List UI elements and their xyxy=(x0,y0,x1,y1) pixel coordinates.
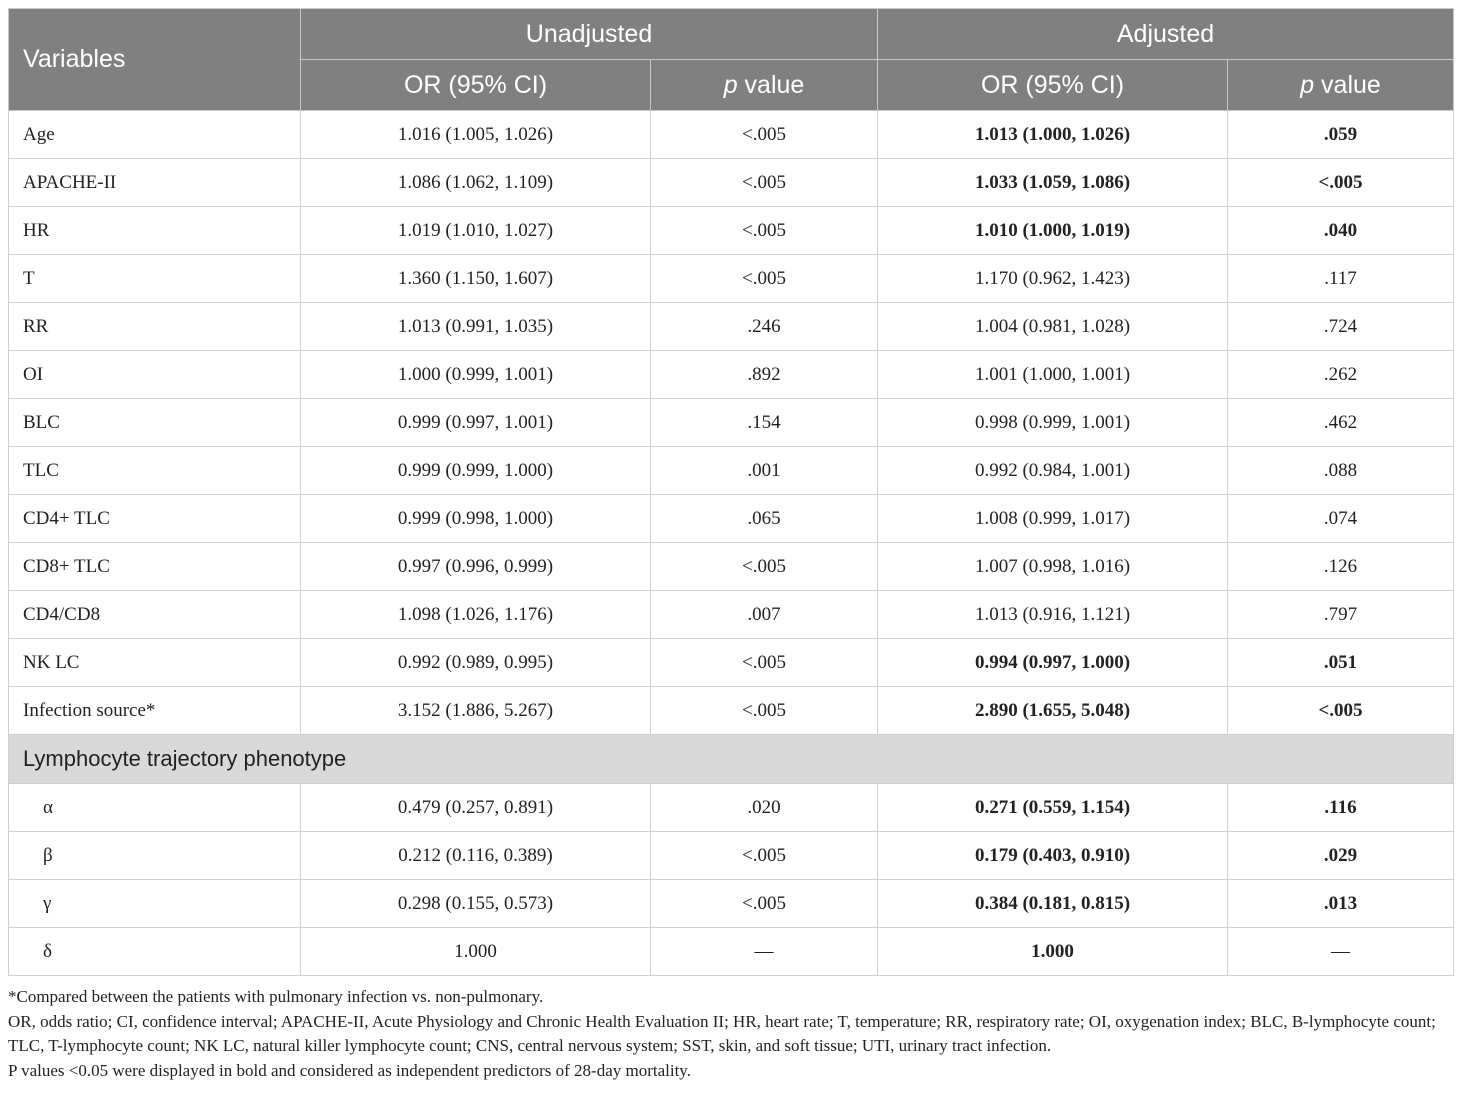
unadjusted-or: 0.992 (0.989, 0.995) xyxy=(301,639,651,687)
adjusted-or: 0.994 (0.997, 1.000) xyxy=(878,639,1228,687)
row-label: Infection source* xyxy=(9,687,301,735)
table-row xyxy=(9,351,1454,399)
row-label: HR xyxy=(9,207,301,255)
adjusted-or: 1.010 (1.000, 1.019) xyxy=(878,207,1228,255)
adjusted-or: 0.271 (0.559, 1.154) xyxy=(878,784,1228,832)
unadjusted-p: <.005 xyxy=(651,111,878,159)
row-label: TLC xyxy=(9,447,301,495)
table-row xyxy=(9,255,1454,303)
p-suffix: value xyxy=(1314,70,1381,99)
adjusted-or: 1.170 (0.962, 1.423) xyxy=(878,255,1228,303)
row-label: CD4+ TLC xyxy=(9,495,301,543)
unadjusted-or: 1.360 (1.150, 1.607) xyxy=(301,255,651,303)
unadjusted-p: .154 xyxy=(651,399,878,447)
unadjusted-or: 0.212 (0.116, 0.389) xyxy=(301,832,651,880)
adjusted-or: 1.004 (0.981, 1.028) xyxy=(878,303,1228,351)
adjusted-p: .117 xyxy=(1228,255,1454,303)
unadjusted-or: 1.019 (1.010, 1.027) xyxy=(301,207,651,255)
table-row xyxy=(9,591,1454,639)
header-unadjusted: Unadjusted xyxy=(301,9,878,60)
table-row xyxy=(9,399,1454,447)
adjusted-p: <.005 xyxy=(1228,159,1454,207)
row-label: APACHE-II xyxy=(9,159,301,207)
adjusted-or: 1.013 (0.916, 1.121) xyxy=(878,591,1228,639)
unadjusted-or: 0.999 (0.999, 1.000) xyxy=(301,447,651,495)
table-header xyxy=(9,9,1454,111)
adjusted-or: 1.001 (1.000, 1.001) xyxy=(878,351,1228,399)
unadjusted-p: .065 xyxy=(651,495,878,543)
row-label: δ xyxy=(9,928,301,976)
p-letter: p xyxy=(1300,70,1315,99)
footnote-comparison: *Compared between the patients with pulmonary infection vs. non-pulmonary. xyxy=(8,987,544,1006)
table-row xyxy=(9,111,1454,159)
unadjusted-or: 0.999 (0.998, 1.000) xyxy=(301,495,651,543)
footnote-bold-note: P values <0.05 were displayed in bold and considered as independent predictors of 28-day mortality. xyxy=(8,1060,691,1080)
adjusted-p: .724 xyxy=(1228,303,1454,351)
table-container xyxy=(8,8,1453,1083)
table-row xyxy=(9,928,1454,976)
header-variables: Variables xyxy=(9,9,301,111)
adjusted-p: .059 xyxy=(1228,111,1454,159)
unadjusted-or: 0.999 (0.997, 1.001) xyxy=(301,399,651,447)
unadjusted-p: .892 xyxy=(651,351,878,399)
adjusted-p: — xyxy=(1228,928,1454,976)
p-letter: p xyxy=(723,70,738,99)
unadjusted-or: 0.997 (0.996, 0.999) xyxy=(301,543,651,591)
unadjusted-or: 0.479 (0.257, 0.891) xyxy=(301,784,651,832)
unadjusted-p: .020 xyxy=(651,784,878,832)
adjusted-p: .116 xyxy=(1228,784,1454,832)
adjusted-or: 0.998 (0.999, 1.001) xyxy=(878,399,1228,447)
adjusted-or: 2.890 (1.655, 5.048) xyxy=(878,687,1228,735)
unadjusted-p: <.005 xyxy=(651,832,878,880)
row-label: CD4/CD8 xyxy=(9,591,301,639)
row-label: NK LC xyxy=(9,639,301,687)
row-label: T xyxy=(9,255,301,303)
unadjusted-or: 1.098 (1.026, 1.176) xyxy=(301,591,651,639)
adjusted-p: .262 xyxy=(1228,351,1454,399)
adjusted-p: .013 xyxy=(1228,880,1454,928)
header-unadjusted-or: OR (95% CI) xyxy=(301,60,651,111)
table-row xyxy=(9,639,1454,687)
footnote-abbreviations: OR, odds ratio; CI, confidence interval; APACHE-II, Acute Physiology and Chronic Health Evaluation II; HR, heart rate; T, temperature; RR, respiratory rate; OI, oxygenation index; BLC, B-lymphocyte count; TLC, T-lymphocyte count; NK LC, natural killer lymphocyte count; CNS, central nervous system; SST, skin, and soft tissue; UTI, urinary tract infection. xyxy=(8,1011,1436,1055)
regression-table xyxy=(8,8,1454,976)
unadjusted-or: 0.298 (0.155, 0.573) xyxy=(301,880,651,928)
unadjusted-or: 1.000 (0.999, 1.001) xyxy=(301,351,651,399)
table-footnotes xyxy=(8,985,1453,1083)
adjusted-p: .074 xyxy=(1228,495,1454,543)
unadjusted-p: <.005 xyxy=(651,639,878,687)
unadjusted-p: — xyxy=(651,928,878,976)
unadjusted-or: 1.016 (1.005, 1.026) xyxy=(301,111,651,159)
adjusted-or: 1.007 (0.998, 1.016) xyxy=(878,543,1228,591)
unadjusted-or: 1.086 (1.062, 1.109) xyxy=(301,159,651,207)
unadjusted-or: 3.152 (1.886, 5.267) xyxy=(301,687,651,735)
table-row xyxy=(9,543,1454,591)
p-suffix: value xyxy=(737,70,805,99)
adjusted-or: 1.033 (1.059, 1.086) xyxy=(878,159,1228,207)
adjusted-p: <.005 xyxy=(1228,687,1454,735)
table-row xyxy=(9,687,1454,735)
unadjusted-p: .246 xyxy=(651,303,878,351)
row-label: BLC xyxy=(9,399,301,447)
row-label: CD8+ TLC xyxy=(9,543,301,591)
header-adjusted-p xyxy=(1228,60,1454,111)
adjusted-p: .797 xyxy=(1228,591,1454,639)
row-label: β xyxy=(9,832,301,880)
unadjusted-p: .007 xyxy=(651,591,878,639)
adjusted-or: 1.013 (1.000, 1.026) xyxy=(878,111,1228,159)
table-row xyxy=(9,832,1454,880)
unadjusted-p: <.005 xyxy=(651,159,878,207)
adjusted-p: .126 xyxy=(1228,543,1454,591)
table-row xyxy=(9,207,1454,255)
header-adjusted: Adjusted xyxy=(878,9,1454,60)
row-label: RR xyxy=(9,303,301,351)
section-row xyxy=(9,735,1454,784)
unadjusted-p: <.005 xyxy=(651,687,878,735)
table-row xyxy=(9,447,1454,495)
row-label: γ xyxy=(9,880,301,928)
table-row xyxy=(9,495,1454,543)
unadjusted-or: 1.000 xyxy=(301,928,651,976)
adjusted-p: .088 xyxy=(1228,447,1454,495)
row-label: α xyxy=(9,784,301,832)
adjusted-p: .051 xyxy=(1228,639,1454,687)
table-row xyxy=(9,159,1454,207)
adjusted-p: .040 xyxy=(1228,207,1454,255)
adjusted-or: 1.008 (0.999, 1.017) xyxy=(878,495,1228,543)
adjusted-or: 0.384 (0.181, 0.815) xyxy=(878,880,1228,928)
unadjusted-p: <.005 xyxy=(651,207,878,255)
adjusted-or: 0.179 (0.403, 0.910) xyxy=(878,832,1228,880)
row-label: OI xyxy=(9,351,301,399)
section-label: Lymphocyte trajectory phenotype xyxy=(9,735,1454,784)
table-row xyxy=(9,784,1454,832)
header-adjusted-or: OR (95% CI) xyxy=(878,60,1228,111)
unadjusted-p: <.005 xyxy=(651,880,878,928)
unadjusted-p: .001 xyxy=(651,447,878,495)
adjusted-p: .462 xyxy=(1228,399,1454,447)
unadjusted-p: <.005 xyxy=(651,543,878,591)
adjusted-p: .029 xyxy=(1228,832,1454,880)
table-row xyxy=(9,880,1454,928)
adjusted-or: 1.000 xyxy=(878,928,1228,976)
adjusted-or: 0.992 (0.984, 1.001) xyxy=(878,447,1228,495)
unadjusted-p: <.005 xyxy=(651,255,878,303)
header-unadjusted-p xyxy=(651,60,878,111)
row-label: Age xyxy=(9,111,301,159)
table-row xyxy=(9,303,1454,351)
unadjusted-or: 1.013 (0.991, 1.035) xyxy=(301,303,651,351)
